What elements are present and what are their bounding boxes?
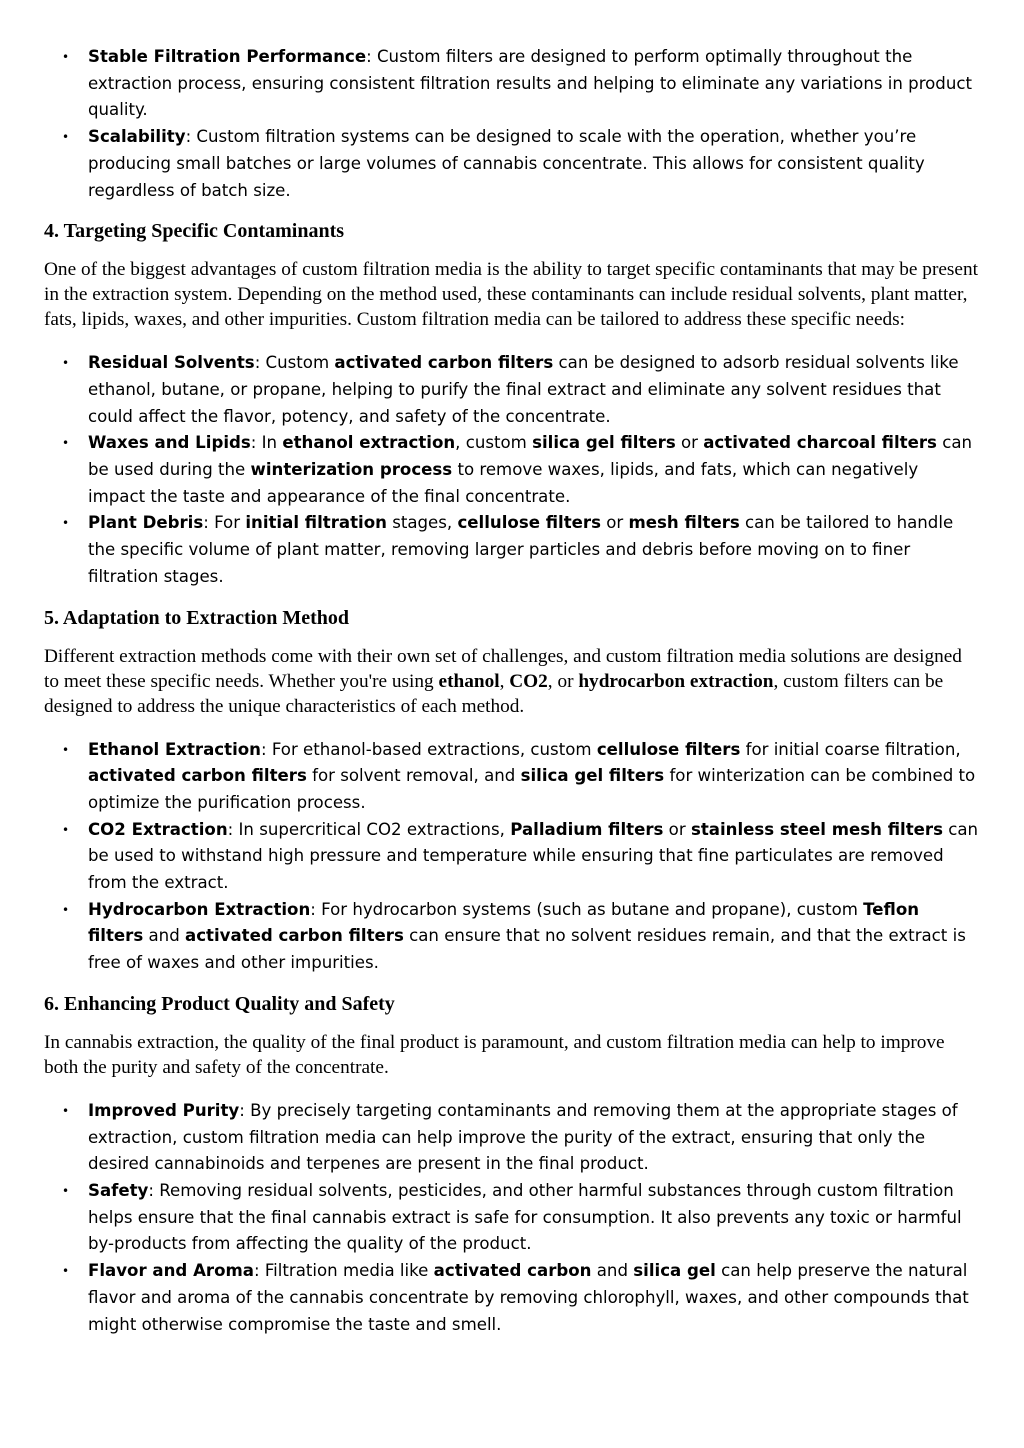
text-run: and (591, 1261, 634, 1281)
text-run: , (499, 670, 510, 692)
bold-text-run: activated carbon (433, 1261, 592, 1281)
bold-text-run: mesh filters (628, 513, 740, 533)
item-label: Scalability (88, 127, 186, 147)
bold-text-run: Flavor and Aroma (88, 1261, 254, 1281)
text-run: : In (250, 433, 283, 453)
bold-text-run: initial filtration (245, 513, 387, 533)
section-heading-extraction-method: 5. Adaptation to Extraction Method (44, 606, 349, 629)
text-run: can be tailored to handle the specific volume of plant matter, removing larger particles and debris before moving on to finer filtration stages. (88, 513, 954, 586)
bold-text-run: Ethanol Extraction (88, 739, 261, 759)
text-run: : For (203, 513, 246, 533)
bold-text-run: activated carbon filters (88, 766, 307, 786)
bold-text-run: activated carbon filters (334, 353, 554, 373)
text-run: and (143, 926, 186, 946)
bold-text-run: winterization process (250, 460, 453, 480)
bold-text-run: Residual Solvents (88, 353, 255, 373)
bold-text-run: ethanol (438, 670, 500, 692)
section-heading-quality-safety: 6. Enhancing Product Quality and Safety (44, 992, 395, 1015)
bold-text-run: silica gel (633, 1261, 716, 1281)
text-run: or (675, 433, 704, 453)
text-run: for winterization can be combined to optimize the purification process. (88, 766, 976, 812)
section-heading-targeting-contaminants: 4. Targeting Specific Contaminants (44, 220, 345, 243)
text-run: can be designed to adsorb residual solvents like ethanol, butane, or propane, helping to purify the final extract and eliminate any solvent residues that could affect the flavor, potency, and safety of the concentrate. (88, 353, 959, 426)
text-run: , custom (455, 433, 533, 453)
extraction-method-list (44, 737, 980, 977)
item-label: Stable Filtration Performance (88, 47, 367, 66)
text-run: : Custom (254, 353, 335, 373)
text-run: for solvent removal, and (306, 766, 521, 786)
bold-text-run: cellulose filters (596, 739, 741, 759)
text-run: to remove waxes, lipids, and fats, which can negatively impact the taste and appearance of the final concentrate. (88, 460, 919, 506)
bold-text-run: cellulose filters (457, 513, 601, 533)
bold-text-run: Improved Purity (88, 1100, 240, 1120)
bold-text-run: ethanol extraction (282, 433, 456, 453)
text-run: : Filtration media like (253, 1261, 434, 1281)
bold-text-run: Waxes and Lipids (88, 433, 251, 453)
text-run: can be used during the (88, 433, 973, 480)
text-run: Different extraction methods come with their own set of challenges, and custom filtration media solutions are designed to meet these specific needs. Whether you're using (44, 645, 962, 692)
text-run: , custom filters can be designed to address the unique characteristics of each method. (44, 670, 944, 717)
list-item-safety (44, 1178, 980, 1258)
bold-text-run: Palladium filters (510, 819, 664, 839)
section-paragraph-quality-safety: In cannabis extraction, the quality of the final product is paramount, and custom filtration media can help to improve both the purity and safety of the concentrate. (44, 1031, 945, 1078)
text-run: or (600, 513, 629, 533)
text-run: : Removing residual solvents, pesticides, and other harmful substances through custom filtration helps ensure that the final cannabis extract is safe for consumption. It also prevents any toxic or harmful by-products from affecting the quality of the product. (88, 1180, 962, 1254)
bold-text-run: silica gel filters (520, 766, 665, 786)
bold-text-run: silica gel filters (532, 433, 676, 453)
bold-text-run: activated carbon filters (185, 926, 404, 946)
quality-safety-list (44, 1098, 980, 1338)
list-item-scalability (44, 124, 980, 204)
text-run: : For ethanol-based extractions, custom (260, 739, 597, 759)
bold-text-run: Plant Debris (88, 513, 204, 533)
text-run: or (663, 819, 691, 839)
section-paragraph-extraction-method (44, 644, 980, 719)
text-run: : For hydrocarbon systems (such as butane and propane), custom (310, 899, 864, 919)
list-item-flavor-aroma (44, 1258, 980, 1338)
text-run: for initial coarse filtration, (740, 739, 961, 759)
item-text: : Custom filtration systems can be designed to scale with the operation, whether you’re producing small batches or large volumes of cannabis concentrate. This allows for consistent quality regardless of batch size. (88, 127, 925, 200)
text-run: can help preserve the natural flavor and aroma of the cannabis concentrate by removing chlorophyll, waxes, and other compounds that might otherwise compromise the taste and smell. (88, 1261, 969, 1334)
bold-text-run: Safety (88, 1180, 149, 1200)
text-run: : By precisely targeting contaminants and removing them at the appropriate stages of extraction, custom filtration media can help improve the purity of the extract, ensuring that only the desired cannabinoids and terpenes are present in the final product. (88, 1100, 958, 1174)
text-run: , or (547, 670, 579, 692)
list-item-residual-solvents (44, 350, 980, 430)
list-item-co2-extraction (44, 817, 980, 897)
text-run: stages, (386, 513, 458, 533)
bold-text-run: activated charcoal filters (703, 433, 937, 453)
bold-text-run: hydrocarbon extraction (578, 670, 774, 692)
section-paragraph-targeting-contaminants: One of the biggest advantages of custom filtration media is the ability to target specific contaminants that may be present in the extraction system. Depending on the method used, these contaminants can include residual solvents, plant matter, fats, lipids, waxes, and other impurities. Custom filtration media can be tailored to address these specific needs: (44, 259, 978, 331)
list-item-hydrocarbon-extraction (44, 897, 980, 977)
intro-benefit-list (44, 44, 980, 204)
text-run: : In supercritical CO2 extractions, (227, 819, 511, 839)
bold-text-run: Teflon filters (88, 899, 920, 946)
contaminant-list (44, 350, 980, 590)
text-run: can be used to withstand high pressure and temperature while ensuring that fine particulates are removed from the extract. (88, 819, 979, 893)
text-run: can ensure that no solvent residues remain, and that the extract is free of waxes and other impurities. (88, 926, 966, 973)
item-text: : Custom filters are designed to perform optimally throughout the extraction process, ensuring consistent filtration results and helping to eliminate any variations in product quality. (88, 47, 972, 120)
list-item-plant-debris (44, 510, 980, 590)
bold-text-run: stainless steel mesh filters (690, 819, 943, 839)
bold-text-run: CO2 (509, 670, 548, 692)
list-item-waxes-lipids (44, 430, 980, 510)
list-item-ethanol-extraction (44, 737, 980, 817)
list-item-improved-purity (44, 1098, 980, 1178)
bold-text-run: Hydrocarbon Extraction (88, 899, 311, 919)
list-item-stable-filtration (44, 44, 980, 124)
bold-text-run: CO2 Extraction (88, 819, 228, 839)
